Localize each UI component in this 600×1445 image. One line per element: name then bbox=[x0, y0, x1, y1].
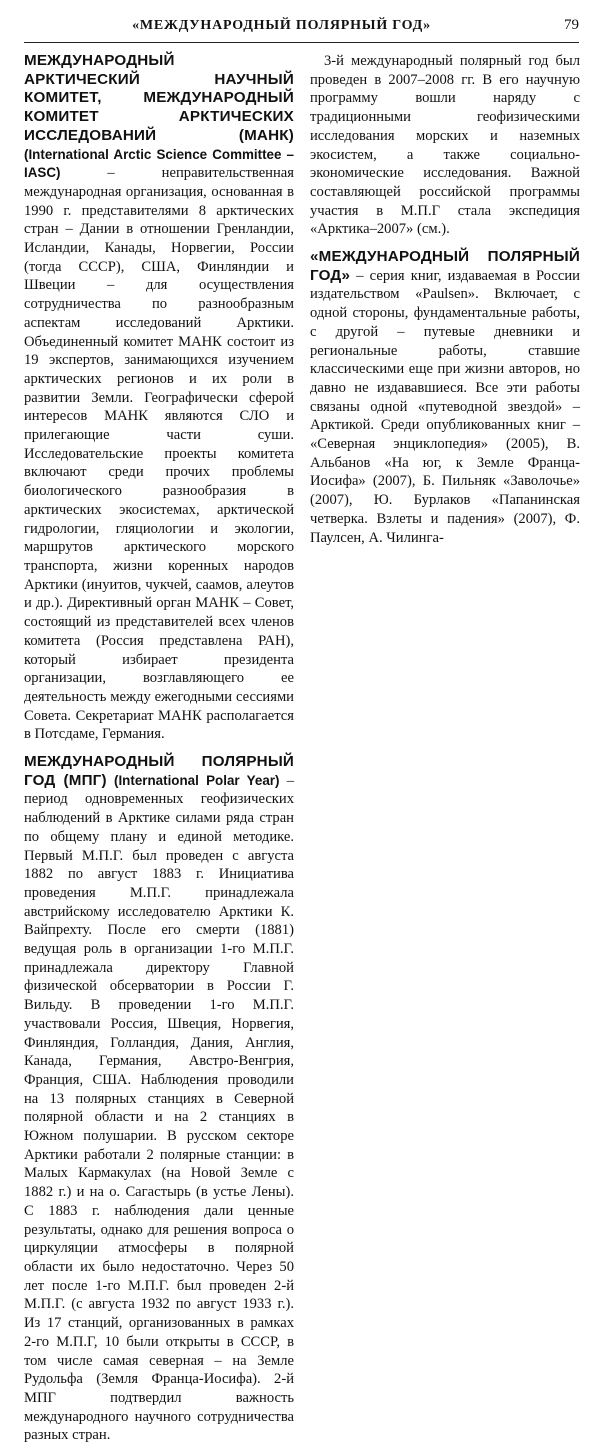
text-column-left bbox=[24, 52, 294, 1444]
entry-mpg bbox=[24, 753, 294, 1445]
running-header bbox=[24, 16, 579, 43]
entry-heading: МЕЖДУНАРОДНЫЙ АРКТИЧЕСКИЙ НАУЧНЫЙ КОМИТЕТ, МЕЖДУНАРОДНЫЙ КОМИТЕТ АРКТИЧЕСКИХ ИССЛЕДОВАНИЙ (МАНК) bbox=[24, 52, 294, 144]
entry-body: – период одновременных геофизических наблюдений в Арктике силами ряда стран по общему плану и единой методике. Первый М.П.Г. был проведен с августа 1882 по август 1883 г. Инициатива проведения М.П.Г. принадлежала австрийскому исследователю Арктики К. Вайпрехту. После его смерти (1881) ведущая роль в организации 1-го М.П.Г. принадлежала директору Главной физической обсерватории в России Г. Вильду. В проведении 1-го М.П.Г. участвовали Россия, Швеция, Норвегия, Финляндия, Голландия, Дания, Англия, Канада, Германия, Австро-Венгрия, Франция, США. Наблюдения проводили на 13 полярных станциях в Северной полярной области и на 2 станциях в Южном полушарии. В русском секторе Арктики работали 2 полярные станции: в Малых Кармакулах (на Новой Земле с 1882 г.) и на о. Сагастырь (в устье Лены). С 1883 г. наблюдения дали ценные результаты, однако для решения вопроса о циркуляции атмосферы в полярной области их было недостаточно. Через 50 лет после 1-го М.П.Г. был проведен 2-й М.П.Г. (с августа 1932 по август 1933 г.). Из 17 станций, организованных в рамках 2-го М.П.Г, 10 были открыты в СССР, в том числе самая северная – на Земле Рудольфа (Земля Франца-Иосифа). 2-й МПГ подтвердил важность международного научного сотрудничества разных стран. bbox=[24, 772, 294, 1444]
entry-body: – серия книг, издаваемая в России издательством «Paulsen». Включает, с одной стороны, фундаментальные работы, с другой – путевые дневники и региональные работы, ставшие классическими еще при жизни авторов, но давно не издававшиеся. Все эти работы связаны одной «путеводной звездой» – Арктикой. Среди опубликованных книг – «Северная энциклопедия» (2005), В. Альбанов «На юг, к Земле Франца-Иосифа» (2007), Б. Пильняк «Заволочье» (2007), Ю. Бурлаков «Папанинская четверка. Взлеты и падения» (2007), Ф. Паулсен, А. Чилинга- bbox=[310, 267, 580, 546]
entry-mpg-paragraph-2: 3-й международный полярный год был проведен в 2007–2008 гг. В его научную программу вошли наряду с традиционными геофизическими исследования морских и наземных экосистем, а также социально-экономические исследования. Важной составляющей российской программы участия в М.П.Г стала экспедиция «Арктика–2007» (см.). bbox=[310, 53, 580, 238]
entry-book-series bbox=[310, 248, 580, 547]
text-column-right bbox=[310, 52, 580, 942]
page-number: 79 bbox=[564, 17, 579, 33]
entry-heading: «МЕЖДУНАРОДНЫЙ ПОЛЯРНЫЙ ГОД» bbox=[310, 248, 580, 284]
entry-heading: МЕЖДУНАРОДНЫЙ ПОЛЯРНЫЙ ГОД (МПГ) bbox=[24, 753, 294, 789]
entry-subheading: (International Arctic Science Committee – IASC) bbox=[24, 146, 294, 181]
entry-subheading: (International Polar Year) bbox=[114, 772, 280, 788]
running-title: «МЕЖДУНАРОДНЫЙ ПОЛЯРНЫЙ ГОД» bbox=[132, 18, 431, 33]
entry-mank bbox=[24, 52, 294, 744]
entry-body: – неправительственная международная организация, основанная в 1990 г. представителями 8 арктических стран – Дании в отношении Гренландии, Исландии, Канады, Норвегии, России (тогда СССР), США, Финляндии и Швеции – для осуществления сотрудничества по разнообразным аспектам исследований Арктики. Объединенный комитет МАНК состоит из 19 экспертов, занимающихся изучением арктических регионов и их роли в развитии Земли. Географически сферой интересов МАНК являются СЛО и прилегающие части суши. Исследовательские проекты комитета включают среди прочих проблемы биологического разнообразия в арктических экосистемах, арктической гидрологии, гляциологии и экологии, маршрутов арктического морского транспорта, жизни коренных народов Арктики (инуитов, чукчей, саамов, алеутов и др.). Директивный орган МАНК – Совет, состоящий из представителей всех членов комитета (Россия представлена РАН), который избирает президента организации, возглавляющего ее деятельность между ежегодными сессиями Совета. Секретариат МАНК располагается в Потсдаме, Германия. bbox=[24, 165, 294, 743]
